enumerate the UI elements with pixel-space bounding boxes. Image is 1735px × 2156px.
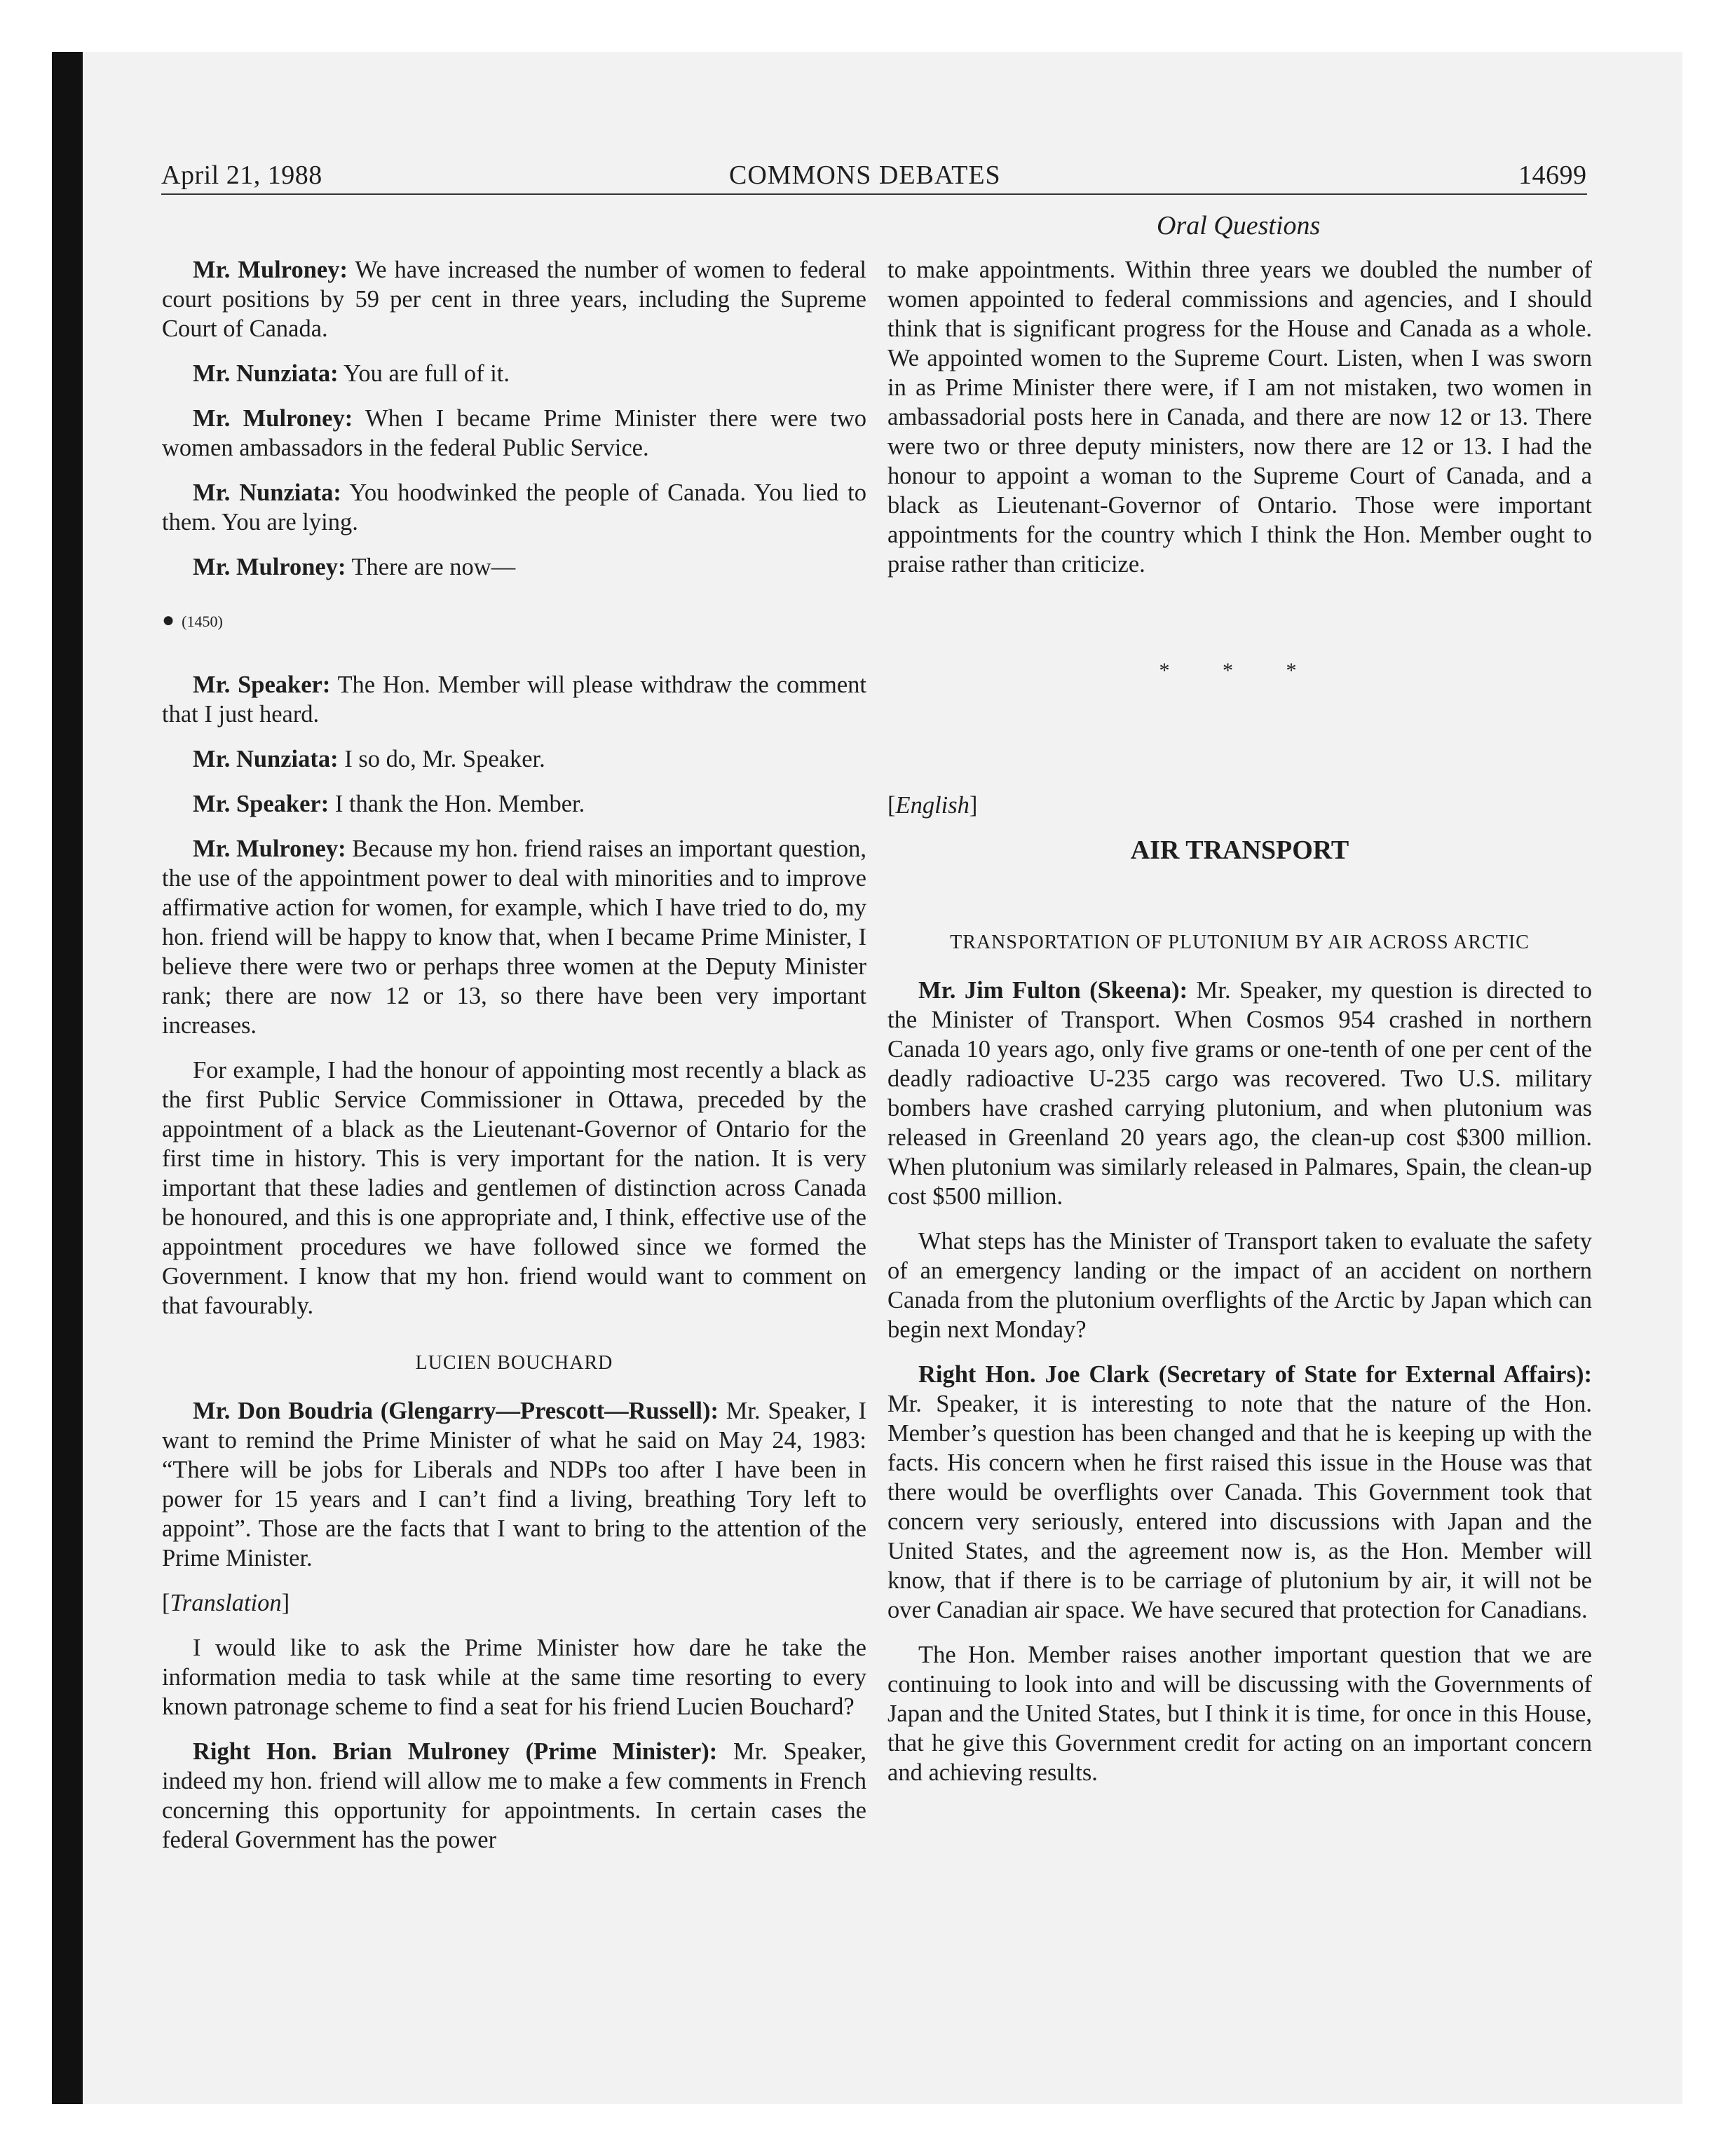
header-page-number: 14699: [1518, 161, 1587, 190]
language-marker-label: English: [895, 792, 969, 819]
speech-text: The Hon. Member will please withdraw the comment that I just heard.: [162, 671, 866, 728]
paragraph: The Hon. Member raises another important question that we are continuing to look into and will be discussing with the Governments of Japan and the United States, but I think it is time, for once in this House, that he give this Government credit for acting on an important concern and achieving results.: [887, 1642, 1592, 1786]
subject-subheading: TRANSPORTATION OF PLUTONIUM BY AIR ACROSS ARCTIC: [950, 932, 1530, 953]
paragraph: What steps has the Minister of Transport taken to evaluate the safety of an emergency landing or the impact of an accident on northern Canada from the plutonium overflights of the Arctic by Japan which can begin next Monday?: [887, 1228, 1592, 1343]
paragraph: [162, 478, 866, 537]
speaker-name: Mr. Speaker:: [193, 671, 331, 698]
speech-text: I so do, Mr. Speaker.: [338, 746, 545, 772]
bullet-icon: ●: [162, 608, 175, 632]
time-marker: [162, 606, 866, 636]
speaker-name: Mr. Mulroney:: [193, 554, 346, 580]
paragraph: [887, 1360, 1592, 1625]
language-marker: [English]: [887, 792, 978, 819]
speaker-name: Mr. Mulroney:: [193, 405, 353, 432]
scan-binding-edge: [52, 52, 83, 2104]
speech-text: You are full of it.: [338, 360, 510, 387]
language-marker-label: Translation: [170, 1590, 282, 1616]
speaker-name: Mr. Nunziata:: [193, 360, 339, 387]
paragraph: [162, 834, 866, 1040]
header-date: April 21, 1988: [161, 161, 322, 190]
speaker-name: Mr. Jim Fulton (Skeena):: [918, 977, 1188, 1004]
paragraph: to make appointments. Within three years we doubled the number of women appointed to federal commissions and agencies, and I should think that is significant progress for the House and Canada as a whole. We appointed women to the Supreme Court. Listen, when I was sworn in as Prime Minister there were, if I am not mistaken, two women in ambassadorial posts here in Canada, and there are now 12 or 13. There were two or three deputy ministers, now there are 12 or 13. I had the honour to appoint a woman to the Supreme Court of Canada, and a black as Lieutenant-Governor of Ontario. Those were important appointments for the country which I think the Hon. Member ought to praise rather than criticize.: [887, 257, 1592, 578]
speech-text: Mr. Speaker, I want to remind the Prime Minister of what he said on May 24, 1983: “There will be jobs for Liberals and NDPs too after I have been in power for 15 years and I can’t find a living, breathing Tory left to appoint”. Those are the facts that I want to bring to the attention of the Prime Minister.: [162, 1398, 867, 1571]
timestamp-label: (1450): [182, 613, 223, 630]
section-heading: AIR TRANSPORT: [1130, 835, 1349, 865]
speaker-name: Mr. Nunziata:: [193, 479, 341, 506]
section-separator: * * *: [1159, 659, 1321, 682]
speaker-name: Mr. Mulroney:: [193, 835, 346, 862]
paragraph: [162, 359, 866, 388]
speaker-name: Mr. Mulroney:: [193, 257, 348, 283]
header-rule: [161, 193, 1587, 195]
speaker-name: Right Hon. Joe Clark (Secretary of State for External Affairs):: [918, 1361, 1592, 1388]
paragraph: [162, 789, 866, 819]
paragraph: [162, 404, 866, 463]
paragraph: I would like to ask the Prime Minister how dare he take the information media to task while at the same time resorting to every known patronage scheme to find a seat for his friend Lucien Bouchard?: [162, 1635, 866, 1720]
paragraph: [162, 744, 866, 774]
speech-text: Mr. Speaker, indeed my hon. friend will allow me to make a few comments in French concerning this opportunity for appointments. In certain cases the federal Government has the power: [162, 1738, 866, 1853]
paragraph: [162, 552, 866, 582]
language-marker: [Translation]: [162, 1590, 290, 1616]
speech-text: Because my hon. friend raises an important question, the use of the appointment power to deal with minorities and to improve affirmative action for women, for example, which I have tried to do, my hon. friend will be happy to know that, when I became Prime Minister, I believe there were two or perhaps three women at the Deputy Minister rank; there are now 12 or 13, so there have been very important increases.: [162, 835, 866, 1039]
subject-subheading: LUCIEN BOUCHARD: [415, 1352, 613, 1374]
speech-text: We have increased the number of women to federal court positions by 59 per cent in three years, including the Supreme Court of Canada.: [162, 257, 866, 342]
speech-text: Mr. Speaker, it is interesting to note that the nature of the Hon. Member’s question has been changed and that he is keeping up with the facts. His concern when he first raised this issue in the House was that there would be overflights over Canada. This Government took that concern very seriously, entered into discussions with Japan and the United States, and the agreement now is, as the Hon. Member will know, that if there is to be carriage of plutonium by air, it will not be over Canadian air space. We have secured that protection for Canadians.: [887, 1391, 1592, 1623]
left-column: [162, 255, 866, 1870]
speech-text: You hoodwinked the people of Canada. You lied to them. You are lying.: [162, 479, 866, 535]
speaker-name: Mr. Nunziata:: [193, 746, 339, 772]
speech-text: There are now—: [346, 554, 516, 580]
speech-text: Mr. Speaker, my question is directed to the Minister of Transport. When Cosmos 954 crashed in northern Canada 10 years ago, only five grams or one-tenth of one per cent of the deadly radioactive U-235 cargo was recovered. Two U.S. military bombers have crashed carrying plutonium, and when plutonium was released in Greenland 20 years ago, the clean-up cost $300 million. When plutonium was similarly released in Palmares, Spain, the clean-up cost $500 million.: [887, 977, 1592, 1210]
speech-text: When I became Prime Minister there were two women ambassadors in the federal Public Service.: [162, 405, 866, 461]
right-column: [887, 255, 1592, 1803]
header-publication-title: COMMONS DEBATES: [729, 161, 1001, 190]
header-section-title: Oral Questions: [1157, 211, 1321, 240]
paragraph: [887, 976, 1592, 1211]
speaker-name: Mr. Speaker:: [193, 791, 329, 817]
paragraph: [162, 255, 866, 343]
paragraph: For example, I had the honour of appointing most recently a black as the first Public Service Commissioner in Ottawa, preceded by the appointment of a black as the Lieutenant-Governor of Ontario for the first time in history. This is very important for the nation. It is very important that these ladies and gentlemen of distinction across Canada be honoured, and this is one appropriate and, I think, effective use of the appointment procedures we have followed since we formed the Government. I know that my hon. friend would want to comment on that favourably.: [162, 1057, 866, 1319]
speech-text: I thank the Hon. Member.: [329, 791, 585, 817]
speaker-name: Right Hon. Brian Mulroney (Prime Minister):: [193, 1738, 718, 1765]
paragraph: [162, 670, 866, 729]
speaker-name: Mr. Don Boudria (Glengarry—Prescott—Russell):: [193, 1398, 719, 1424]
paragraph: [162, 1737, 866, 1855]
paragraph: [162, 1396, 866, 1573]
